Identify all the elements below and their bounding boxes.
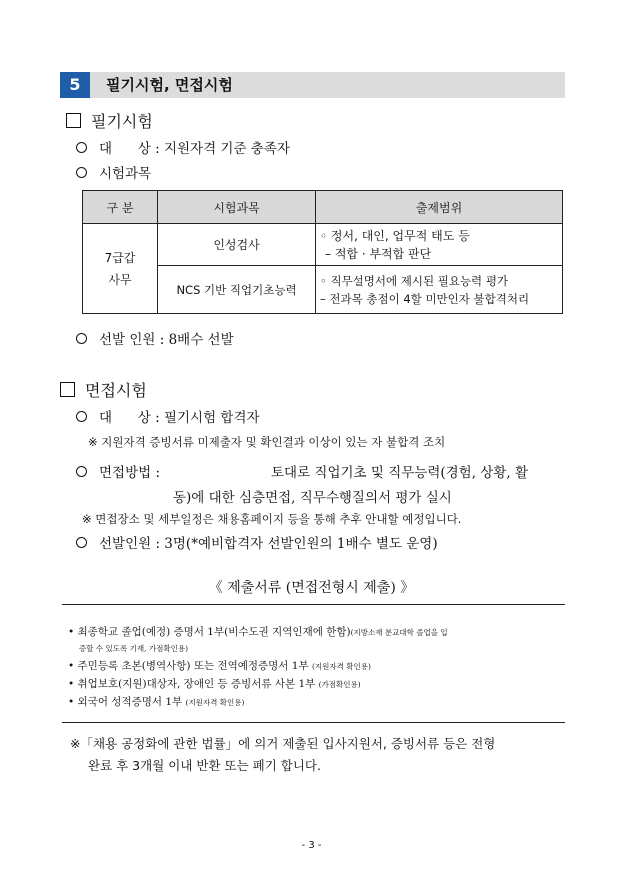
document-item: • 최종학교 졸업(예정) 증명서 1부(비수도권 지역인재에 한함)(지방소재 분교대학 졸업을 입 xyxy=(68,626,448,638)
interview-method-label: 면접방법 : xyxy=(76,461,160,481)
circle-bullet-icon xyxy=(76,466,87,477)
table-header: 구 분 xyxy=(83,191,158,224)
section-title: 필기시험, 면접시험 xyxy=(106,76,233,94)
interview-heading: 면접시험 xyxy=(60,378,147,401)
exam-subjects-table xyxy=(82,190,563,314)
written-target: 대 상 : 지원자격 기준 충족자 xyxy=(76,137,290,157)
circle-bullet-icon xyxy=(76,333,87,344)
square-bullet-icon xyxy=(66,113,81,128)
interview-method-line-1: 토대로 직업기초 및 직무능력(경험, 상황, 활 xyxy=(271,465,529,481)
page-number: - 3 - xyxy=(301,840,322,851)
divider-bottom xyxy=(62,722,565,723)
circle-bullet-icon xyxy=(76,142,87,153)
interview-note-2: ※ 면접장소 및 세부일정은 채용홈페이지 등을 통해 추후 안내할 예정입니다. xyxy=(82,512,462,526)
interview-target: 대 상 : 필기시험 합격자 xyxy=(76,406,260,426)
document-item: • 취업보호(지원)대상자, 장애인 등 증빙서류 사본 1부 (가점확인용) xyxy=(68,678,361,690)
written-selection: 선발 인원 : 8배수 선발 xyxy=(76,328,234,348)
document-item: • 주민등록 초본(병역사항) 또는 전역예정증명서 1부 (지원자격 확인용) xyxy=(68,660,371,672)
scope-cell: ◦ 정서, 대인, 업무적 태도 등 – 적합 · 부적합 판단 xyxy=(316,224,563,266)
subject-cell: NCS 기반 직업기초능력 xyxy=(158,266,316,314)
circle-bullet-icon xyxy=(76,411,87,422)
table-header: 출제범위 xyxy=(316,191,563,224)
section-number: 5 xyxy=(60,72,90,98)
table-header: 시험과목 xyxy=(158,191,316,224)
circle-bullet-icon xyxy=(76,167,87,178)
interview-selection: 선발인원 : 3명(*예비합격자 선발인원의 1배수 별도 운영) xyxy=(76,532,438,552)
subject-cell: 인성검사 xyxy=(158,224,316,266)
documents-title: 《 제출서류 (면접전형시 제출) 》 xyxy=(208,580,415,596)
scope-cell: ◦ 직무설명서에 제시된 필요능력 평가 – 전과목 총점이 4할 미만인자 불합격처리 xyxy=(316,266,563,314)
written-heading: 필기시험 xyxy=(66,109,153,132)
footer-note-line-1: ※「채용 공정화에 관한 법률」에 의거 제출된 입사지원서, 증빙서류 등은 전형 xyxy=(70,736,496,751)
document-item-continued: 증할 수 있도록 기재, 가점확인용) xyxy=(79,644,189,653)
footer-note-line-2: 완료 후 3개월 이내 반환 또는 폐기 합니다. xyxy=(88,758,321,773)
group-cell: 7급갑 사무 xyxy=(83,224,158,314)
written-subjects-label: 시험과목 xyxy=(76,162,151,182)
divider-top xyxy=(62,604,565,605)
circle-bullet-icon xyxy=(76,537,87,548)
square-bullet-icon xyxy=(60,382,75,397)
interview-method-line-2: 동)에 대한 심층면접, 직무수행질의서 평가 실시 xyxy=(173,490,452,506)
document-item: • 외국어 성적증명서 1부 (지원자격 확인용) xyxy=(68,696,245,708)
interview-note-1: ※ 지원자격 증빙서류 미제출자 및 확인결과 이상이 있는 자 불합격 조치 xyxy=(88,435,446,449)
